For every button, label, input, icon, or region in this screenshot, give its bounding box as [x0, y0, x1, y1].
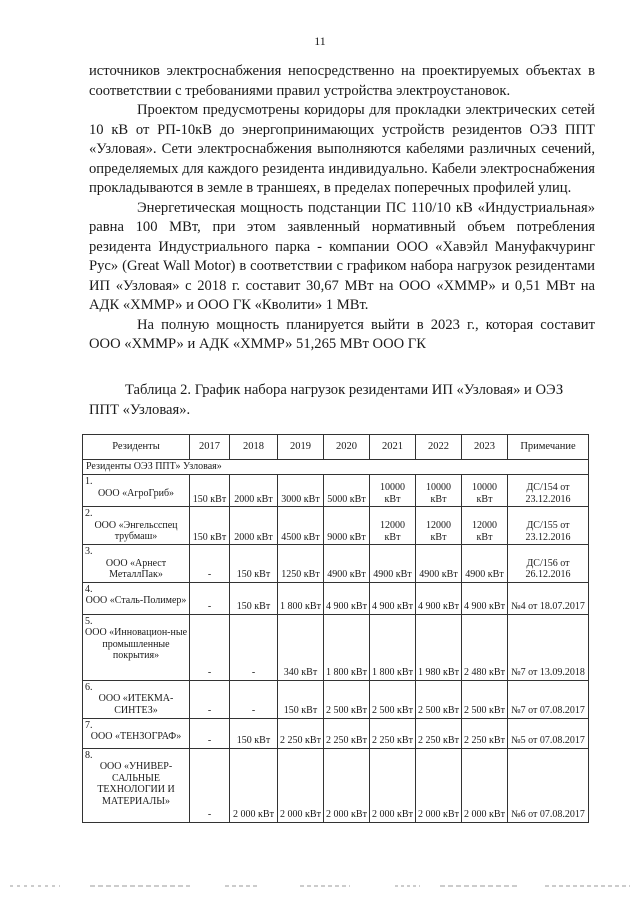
resident-cell — [83, 614, 190, 680]
load-value-cell: - — [230, 614, 278, 680]
load-value-cell: 3000 кВт — [278, 475, 324, 507]
load-value-cell: 2 000 кВт — [416, 748, 462, 822]
note-cell: ДС/156 от 26.12.2016 — [508, 545, 589, 583]
load-value-cell: 2 500 кВт — [462, 680, 508, 718]
load-value-cell: 12000 кВт — [416, 507, 462, 545]
note-cell: №4 от 18.07.2017 — [508, 582, 589, 614]
resident-cell — [83, 545, 190, 583]
header-year: 2020 — [324, 435, 370, 460]
row-number: 1. — [85, 476, 93, 487]
page-number: 11 — [314, 34, 326, 48]
load-value-cell: 2 250 кВт — [370, 718, 416, 748]
load-value-cell: 150 кВт — [278, 680, 324, 718]
note-cell: ДС/154 от 23.12.2016 — [508, 475, 589, 507]
header-year: 2023 — [462, 435, 508, 460]
load-value-cell: 2 000 кВт — [324, 748, 370, 822]
load-value-cell: 4900 кВт — [370, 545, 416, 583]
resident-name: ООО «УНИВЕР-САЛЬНЫЕ ТЕХНОЛОГИИ И МАТЕРИАЛЫ» — [97, 761, 175, 807]
load-value-cell: - — [190, 582, 230, 614]
load-value-cell: 2 250 кВт — [324, 718, 370, 748]
load-value-cell: 12000 кВт — [370, 507, 416, 545]
load-value-cell: 5000 кВт — [324, 475, 370, 507]
header-year: 2021 — [370, 435, 416, 460]
load-value-cell: 2 500 кВт — [416, 680, 462, 718]
load-value-cell: - — [230, 680, 278, 718]
load-value-cell: 2000 кВт — [230, 475, 278, 507]
load-value-cell: 4900 кВт — [416, 545, 462, 583]
group-label: Резиденты ОЭЗ ППТ» Узловая» — [83, 460, 589, 475]
table-header-row — [83, 435, 589, 460]
resident-cell — [83, 582, 190, 614]
load-value-cell: 150 кВт — [230, 718, 278, 748]
load-value-cell: - — [190, 680, 230, 718]
header-year: 2019 — [278, 435, 324, 460]
load-value-cell: 2 250 кВт — [278, 718, 324, 748]
resident-name: ООО «Сталь-Полимер» — [85, 595, 187, 606]
note-cell: №7 от 07.08.2017 — [508, 680, 589, 718]
row-number: 8. — [85, 749, 93, 761]
load-value-cell: 9000 кВт — [324, 507, 370, 545]
paragraph: Проектом предусмотрены коридоры для прокладки электрических сетей 10 кВ от РП-10кВ до энергопринимающих устройств резидентов ОЭЗ ППТ «Узловая». Сети электроснабжения выполняются кабелями различных сечений, определяемых для каждого резидента индивидуально. Кабели электроснабжения прокладываются в земле в траншеях, в пределах поперечных профилей улиц. — [89, 102, 595, 196]
load-value-cell: 2 000 кВт — [462, 748, 508, 822]
row-number: 4. — [85, 583, 93, 595]
paragraph: Энергетическая мощность подстанции ПС 110/10 кВ «Индустриальная» равна 100 МВт, при этом заявленный нормативный объем потребления резидента Индустриального парка - компании ООО «Хавэйл Мануфакчуринг Рус» (Great Wall Motor) в соответствии с графиком набора нагрузок резидентами ИП «Узловая» с 2018 г. составит 30,67 МВт на ООО «ХММР» и 0,51 МВт на АДК «ХММР» и ООО ГК «Кволити» 1 МВт. — [89, 199, 595, 313]
load-value-cell: 4 900 кВт — [370, 582, 416, 614]
load-value-cell: 2 000 кВт — [370, 748, 416, 822]
load-value-cell: 2 500 кВт — [370, 680, 416, 718]
load-value-cell: 10000 кВт — [462, 475, 508, 507]
row-number: 3. — [85, 546, 93, 557]
load-value-cell: 4 900 кВт — [324, 582, 370, 614]
resident-cell — [83, 680, 190, 718]
load-value-cell: - — [190, 718, 230, 748]
resident-name: ООО «Арнест МеталлПак» — [105, 557, 167, 580]
header-note: Примечание — [508, 435, 589, 460]
resident-cell — [83, 475, 190, 507]
body-text — [89, 62, 595, 355]
table-row — [83, 680, 589, 718]
load-value-cell: 10000 кВт — [416, 475, 462, 507]
load-value-cell: 1 800 кВт — [370, 614, 416, 680]
load-value-cell: 4900 кВт — [324, 545, 370, 583]
header-residents: Резиденты — [83, 435, 190, 460]
resident-cell — [83, 507, 190, 545]
table-row — [83, 582, 589, 614]
load-value-cell: 150 кВт — [230, 545, 278, 583]
resident-cell — [83, 748, 190, 822]
table-caption — [89, 381, 595, 420]
load-value-cell: 1 800 кВт — [278, 582, 324, 614]
resident-cell — [83, 718, 190, 748]
scan-edge-marks — [0, 884, 640, 888]
row-number: 2. — [85, 508, 93, 519]
note-cell: ДС/155 от 23.12.2016 — [508, 507, 589, 545]
load-value-cell: 4500 кВт — [278, 507, 324, 545]
load-value-cell: 2000 кВт — [230, 507, 278, 545]
load-value-cell: 150 кВт — [190, 475, 230, 507]
table-row — [83, 614, 589, 680]
header-year: 2018 — [230, 435, 278, 460]
load-value-cell: 2 000 кВт — [278, 748, 324, 822]
load-value-cell: 150 кВт — [190, 507, 230, 545]
load-value-cell: - — [190, 545, 230, 583]
load-value-cell: 2 000 кВт — [230, 748, 278, 822]
load-value-cell: 1250 кВт — [278, 545, 324, 583]
paragraph: источников электроснабжения непосредственно на проектируемых объектах в соответствии с требованиями правил устройства электроустановок. — [89, 63, 595, 99]
load-value-cell: 4 900 кВт — [416, 582, 462, 614]
load-value-cell: 12000 кВт — [462, 507, 508, 545]
table-row — [83, 748, 589, 822]
group-row — [83, 460, 589, 475]
load-value-cell: 2 250 кВт — [416, 718, 462, 748]
table-row — [83, 507, 589, 545]
load-schedule-table — [82, 434, 589, 823]
resident-name: ООО «ТЕНЗОГРАФ» — [90, 731, 182, 742]
load-value-cell: 1 800 кВт — [324, 614, 370, 680]
table-row — [83, 718, 589, 748]
load-value-cell: 2 250 кВт — [462, 718, 508, 748]
load-value-cell: 340 кВт — [278, 614, 324, 680]
resident-name: ООО «ИТЕКМА-СИНТЕЗ» — [98, 693, 174, 716]
row-number: 7. — [85, 719, 93, 731]
load-value-cell: 4 900 кВт — [462, 582, 508, 614]
resident-name: ООО «Инновацион-ные промышленные покрытия» — [85, 627, 188, 661]
load-value-cell: 10000 кВт — [370, 475, 416, 507]
paragraph: На полную мощность планируется выйти в 2023 г., которая составит ООО «ХММР» и АДК «ХММР» 51,265 МВт ООО ГК — [89, 316, 595, 352]
load-value-cell: 2 500 кВт — [324, 680, 370, 718]
note-cell: №7 от 13.09.2018 — [508, 614, 589, 680]
resident-name: ООО «АгроГриб» — [97, 487, 175, 499]
note-cell: №5 от 07.08.2017 — [508, 718, 589, 748]
load-value-cell: 150 кВт — [230, 582, 278, 614]
header-year: 2017 — [190, 435, 230, 460]
row-number: 6. — [85, 681, 93, 693]
resident-name: ООО «Энгельсспец трубмаш» — [94, 519, 178, 542]
table-caption-text: Таблица 2. График набора нагрузок резидентами ИП «Узловая» и ОЭЗ ППТ «Узловая». — [89, 382, 564, 418]
load-value-cell: 2 480 кВт — [462, 614, 508, 680]
load-value-cell: - — [190, 614, 230, 680]
load-value-cell: 1 980 кВт — [416, 614, 462, 680]
load-value-cell: - — [190, 748, 230, 822]
header-year: 2022 — [416, 435, 462, 460]
table-row — [83, 545, 589, 583]
note-cell: №6 от 07.08.2017 — [508, 748, 589, 822]
table-row — [83, 475, 589, 507]
row-number: 5. — [85, 615, 93, 627]
load-value-cell: 4900 кВт — [462, 545, 508, 583]
